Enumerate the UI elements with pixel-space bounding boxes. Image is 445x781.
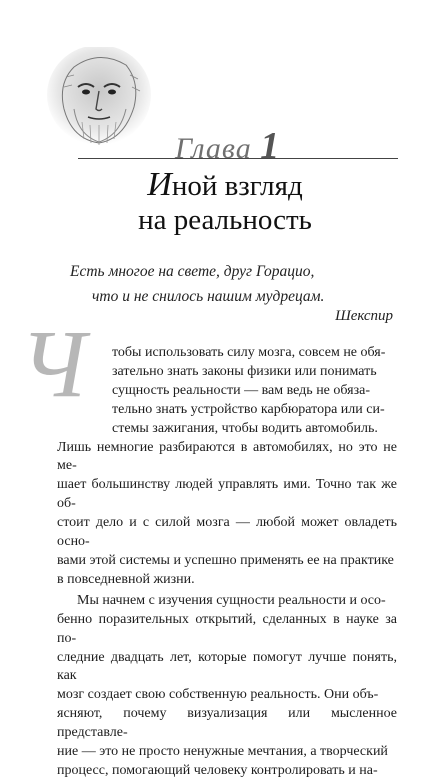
chapter-title-line2: на реальность [138,204,312,236]
epigraph-line-2: что и не снилось нашим мудрецам. [92,288,325,305]
chapter-heading [175,124,280,168]
chapter-divider [78,158,398,159]
text-line: сущность реальности — вам ведь не обяза- [112,382,371,398]
text-line: мозг создает свою собственную реальность. Они объ- [57,687,379,703]
paragraph-1 [57,344,397,590]
text-line: в повседневной жизни. [57,571,195,587]
epigraph-line-1: Есть многое на свете, друг Горацио, [70,263,315,280]
text-line: тобы использовать силу мозга, совсем не обя- [112,345,386,360]
chapter-number: 1 [260,125,281,167]
text-line: вами этой системы и успешно применять ее на практике [57,552,394,568]
chapter-label-text: Глава [175,132,252,165]
epigraph-author: Шекспир [335,308,393,324]
text-line: ние — это не просто ненужные мечтания, а творческий [57,744,388,760]
body-text [57,344,397,781]
text-line: бенно поразительных открытий, сделанных в науке за по- [57,611,397,646]
text-line: тельно знать устройство карбюратора или си- [112,401,385,417]
text-line: следние двадцать лет, которые помогут лучше понять, как [57,649,397,684]
epigraph [70,259,390,309]
text-line: Мы начнем с изучения сущности реальности и осо- [77,592,386,608]
chapter-title [60,168,390,237]
chapter-title-initial: И [147,166,172,203]
text-line: шает большинству людей управлять ими. Точно так же об- [57,477,397,512]
text-line: стемы зажигания, чтобы водить автомобиль. [112,420,378,436]
text-line: зательно знать законы физики или понимать [112,363,377,379]
paragraph-2 [57,592,397,781]
text-line: стоит дело и с силой мозга — любой может овладеть осно- [57,515,397,550]
text-line: Лишь немногие разбираются в автомобилях, но это не ме- [57,439,397,474]
text-line: процесс, помогающий человеку контролировать и на- [57,762,378,778]
text-line: ясняют, почему визуализация или мысленное представле- [57,706,397,741]
portrait-sketch-image [44,47,154,147]
drop-cap: Ч [20,310,87,417]
chapter-title-line1: ной взгляд [171,170,303,202]
